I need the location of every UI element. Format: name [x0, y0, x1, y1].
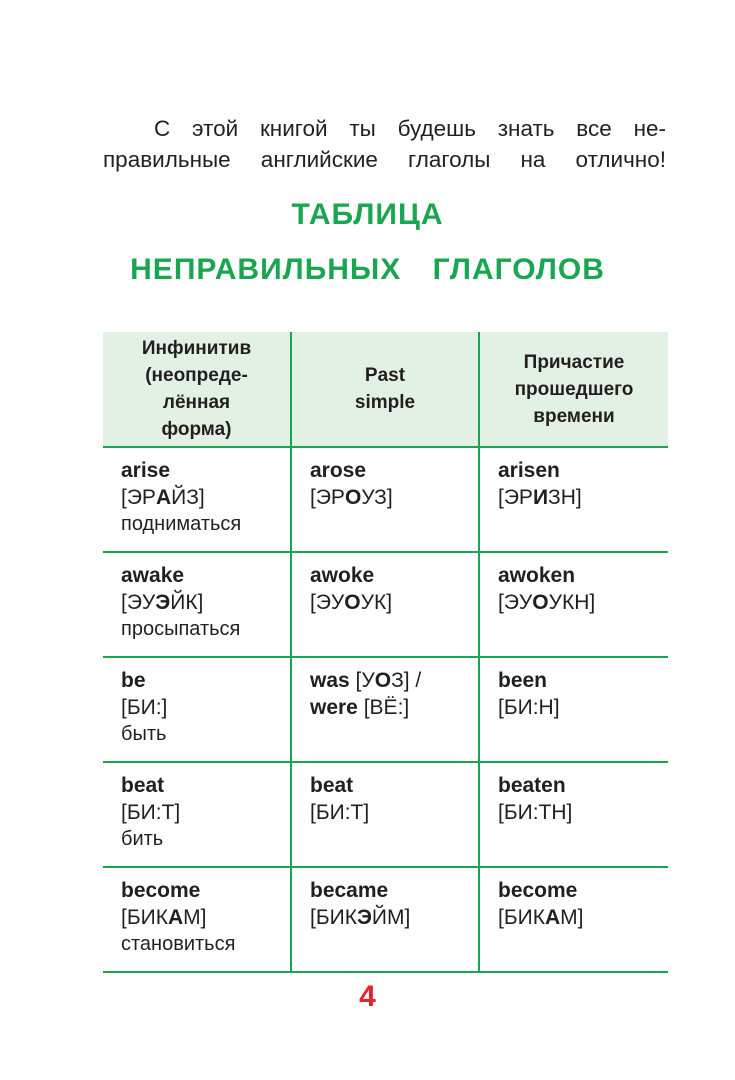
verb-word: beat	[121, 774, 165, 797]
irregular-verbs-table	[103, 332, 668, 973]
translation: становиться	[121, 933, 236, 955]
transcription: [ЭУОУК]	[310, 591, 393, 614]
verb-word: beat	[310, 774, 354, 797]
cell-past-participle	[479, 657, 668, 762]
page-title-line-2: НЕПРАВИЛЬНЫХ ГЛАГОЛОВ	[130, 253, 605, 286]
cell-infinitive	[103, 867, 291, 972]
verb-word: be	[121, 669, 146, 692]
verb-word: arise	[121, 459, 171, 482]
transcription: [ЭУЭЙК]	[121, 591, 204, 614]
cell-past-simple	[291, 447, 479, 552]
header-infinitive	[103, 332, 291, 447]
past-form-line-2: were [ВЁ:]	[310, 696, 410, 719]
transcription: [ЭРАЙЗ]	[121, 486, 205, 509]
cell-infinitive	[103, 447, 291, 552]
intro-paragraph	[103, 113, 666, 175]
transcription: [ЭРИЗН]	[498, 486, 582, 509]
header-participle-l3: времени	[533, 405, 615, 427]
verb-word: arose	[310, 459, 367, 482]
past-form-line-1: was [УОЗ] /	[310, 669, 422, 692]
table-row	[103, 552, 668, 657]
cell-infinitive	[103, 762, 291, 867]
transcription: [БИ:Т]	[310, 801, 370, 824]
cell-past-simple	[291, 552, 479, 657]
table-row	[103, 657, 668, 762]
header-infinitive-l4: форма)	[161, 419, 232, 440]
page-number: 4	[359, 980, 376, 1013]
verb-word: awoke	[310, 564, 375, 587]
table-row	[103, 867, 668, 972]
verb-word: awoken	[498, 564, 576, 587]
intro-line-2: правильные английские глаголы на отлично!	[103, 147, 666, 172]
header-infinitive-l1: Инфинитив	[141, 338, 252, 359]
cell-past-participle	[479, 447, 668, 552]
verb-word: arisen	[498, 459, 560, 482]
cell-infinitive	[103, 552, 291, 657]
transcription: [ЭРОУЗ]	[310, 486, 393, 509]
translation: просыпаться	[121, 618, 241, 640]
header-past-simple	[291, 332, 479, 447]
transcription: [БИ:ТН]	[498, 801, 573, 824]
verb-word: awake	[121, 564, 185, 587]
table-row	[103, 447, 668, 552]
verb-word: beaten	[498, 774, 566, 797]
verb-word: became	[310, 879, 389, 902]
header-infinitive-l3: лённая	[162, 392, 231, 413]
verb-word: become	[498, 879, 578, 902]
translation: подниматься	[121, 513, 242, 535]
header-participle-l1: Причастие	[523, 351, 625, 373]
cell-past-simple	[291, 657, 479, 762]
verb-word: been	[498, 669, 548, 692]
transcription: [ЭУОУКН]	[498, 591, 596, 614]
transcription: [БИ:Т]	[121, 801, 181, 824]
header-past-l2: simple	[354, 392, 416, 413]
translation: быть	[121, 723, 167, 745]
cell-infinitive	[103, 657, 291, 762]
header-past-l1: Past	[364, 365, 406, 386]
transcription: [БИКАМ]	[121, 906, 207, 929]
cell-past-simple	[291, 867, 479, 972]
transcription: [БИКЭЙМ]	[310, 906, 411, 929]
header-past-participle	[479, 332, 668, 447]
table-row	[103, 762, 668, 867]
header-participle-l2: прошедшего	[514, 378, 634, 400]
transcription: [БИ:Н]	[498, 696, 560, 719]
transcription: [БИ:]	[121, 696, 168, 719]
translation: бить	[121, 828, 164, 850]
cell-past-participle	[479, 867, 668, 972]
intro-line-1: С этой книгой ты будешь знать все не-	[154, 116, 666, 141]
cell-past-simple	[291, 762, 479, 867]
cell-past-participle	[479, 762, 668, 867]
page-title-line-1: ТАБЛИЦА	[291, 198, 444, 231]
transcription: [БИКАМ]	[498, 906, 584, 929]
verb-word: become	[121, 879, 201, 902]
table-header-row	[103, 332, 668, 447]
cell-past-participle	[479, 552, 668, 657]
header-infinitive-l2: (неопреде-	[145, 365, 248, 386]
